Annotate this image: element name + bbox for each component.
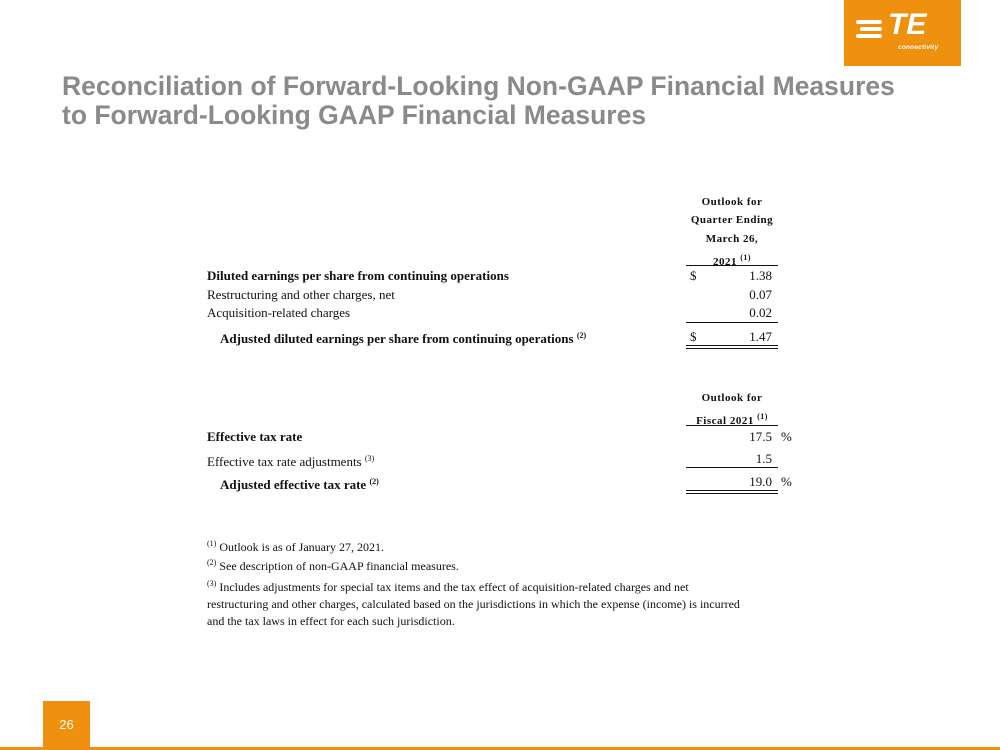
table-row-value: 1.5 [755, 451, 772, 466]
title-line-1: Reconciliation of Forward-Looking Non-GAAP Financial Measures [62, 71, 895, 101]
logo-wordmark: TE [888, 8, 927, 41]
total-double-rule-top [686, 345, 778, 346]
subtotal-rule [686, 467, 778, 468]
footnote-3-line-2: restructuring and other charges, calculated based on the jurisdictions in which the expense (income) is incurred [207, 597, 740, 611]
footnote-3: $^{(3)}$ Includes adjustments for special tax items and the tax effect of acquisition-related charges and net [207, 579, 689, 594]
page-title [62, 72, 962, 130]
table1-header-rule [686, 265, 778, 266]
table-row-label: Acquisition-related charges [207, 305, 351, 320]
table-row-value: 19.0 [749, 474, 772, 489]
table-row-label: Effective tax rate [207, 429, 303, 444]
footnote-3-line-3: and the tax laws in effect for each such jurisdiction. [207, 614, 455, 628]
subtotal-rule [686, 322, 778, 323]
table-row-label: Diluted earnings per share from continuing operations [207, 268, 509, 283]
table2-header-line-1: Outlook for [701, 392, 763, 404]
total-double-rule-top [686, 490, 778, 491]
page-number: 26 [59, 717, 74, 732]
te-connectivity-logo [844, 0, 961, 66]
table-row-label: Adjusted effective tax rate $^{(2)}$ [220, 477, 379, 492]
table-row-value: 1.47 [749, 329, 772, 344]
footnote-2: $^{(2)}$ See description of non-GAAP financial measures. [207, 558, 459, 573]
currency-symbol: $ [690, 268, 697, 283]
table-row-value: 0.02 [749, 305, 772, 320]
total-double-rule-bottom [686, 493, 778, 494]
total-double-rule-bottom [686, 348, 778, 349]
title-line-2: to Forward-Looking GAAP Financial Measures [62, 100, 647, 130]
table1-header-line-3: March 26, [705, 233, 759, 245]
percent-unit: % [781, 474, 792, 489]
percent-unit: % [781, 429, 792, 444]
page-number-box [43, 701, 90, 748]
currency-symbol: $ [690, 329, 697, 344]
table2-header-rule [686, 425, 778, 426]
table1-header-line-4: 2021 $^{(1)}$ [712, 253, 752, 268]
table-row-value: 0.07 [749, 287, 772, 302]
table2-header-line-2: Fiscal 2021 $^{(1)}$ [696, 412, 768, 427]
table-row-label: Adjusted diluted earnings per share from continuing operations $^{(2)}$ [220, 331, 587, 346]
table-row-value: 17.5 [749, 429, 772, 444]
table-row-value: 1.38 [749, 268, 772, 283]
logo-subtext: connectivity [898, 44, 939, 51]
table1-header-line-2: Quarter Ending [690, 214, 774, 226]
table1-header-line-1: Outlook for [701, 196, 763, 208]
footnote-1: $^{(1)}$ Outlook is as of January 27, 2021. [207, 539, 384, 554]
table-row-label: Effective tax rate adjustments $^{(3)}$ [207, 454, 375, 469]
table-row-label: Restructuring and other charges, net [207, 287, 395, 302]
